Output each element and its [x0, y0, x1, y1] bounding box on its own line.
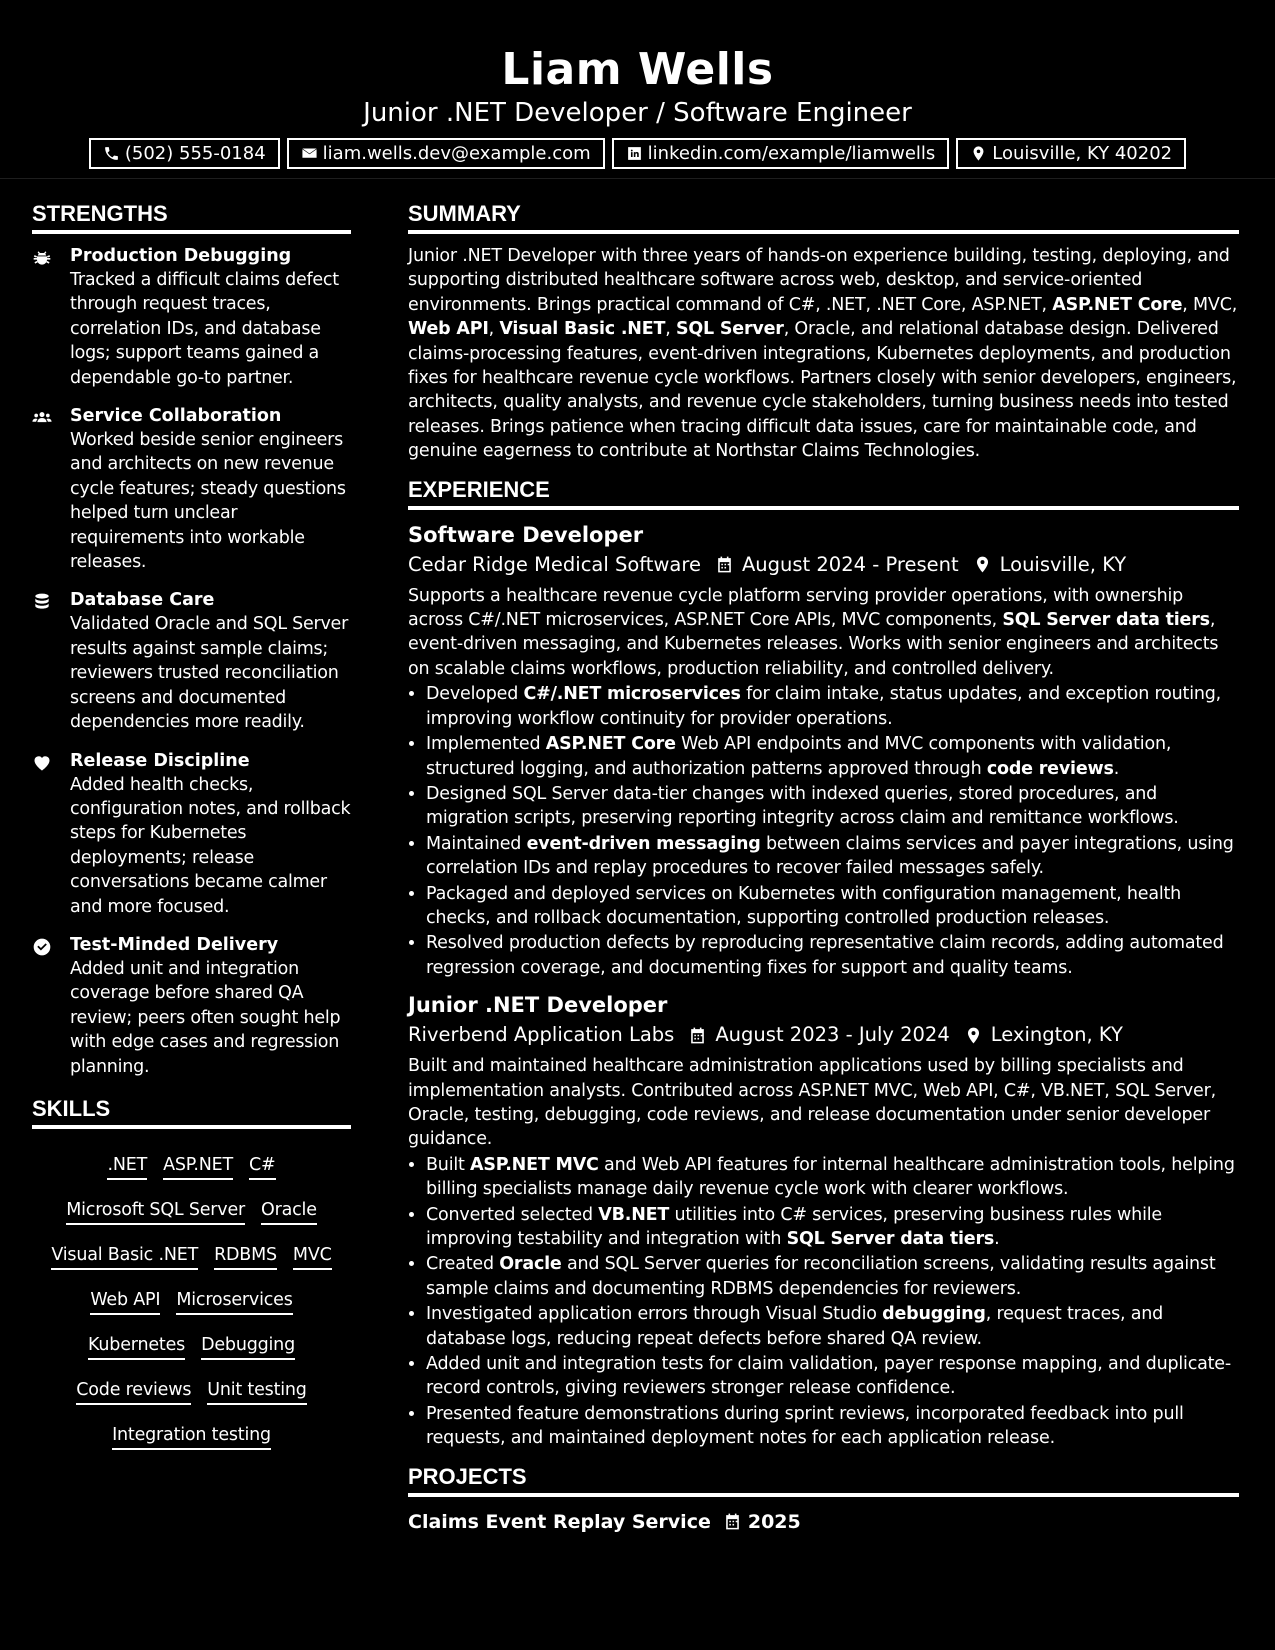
job-title: Junior .NET Developer [408, 993, 668, 1018]
strength-title: Test-Minded Delivery [70, 934, 279, 955]
strength-desc: Added unit and integration coverage before shared QA review; peers often sought help with edge cases and regression planning. [70, 958, 341, 1077]
skill-tag: Microservices [176, 1288, 292, 1315]
job-bullet: • Built ASP.NET MVC and Web API features for internal healthcare administration tools, helping billing specialists manage daily revenue cycle work with clearer workflows. [426, 1153, 1239, 1202]
job-location: Louisville, KY [999, 552, 1127, 576]
phone-text: (502) 555-0184 [124, 143, 266, 164]
emphasis-text: SQL Server data tiers [786, 1229, 995, 1249]
project-year: 2025 [747, 1510, 801, 1533]
strength-item [32, 749, 351, 919]
map-pin-icon [964, 1026, 983, 1045]
strengths-heading: STRENGTHS [32, 198, 351, 234]
strength-title: Service Collaboration [70, 406, 282, 427]
job-summary: Supports a healthcare revenue cycle platform serving provider operations, with ownership across C#/.NET microservices, ASP.NET Core APIs, MVC components, SQL Server data tiers, event-driven messaging, and Kubernetes releases. Works with senior engineers and architects on scalable claims workflows, production reliability, and controlled delivery. [408, 585, 1219, 679]
calendar-icon [715, 555, 734, 574]
skill-row [32, 1188, 351, 1233]
job-bullet: • Converted selected VB.NET utilities into C# services, preserving business rules while improving testability and integration with SQL Server data tiers. [426, 1203, 1239, 1252]
emphasis-text: ASP.NET MVC [470, 1154, 599, 1175]
location-contact [956, 138, 1186, 169]
skills-heading: SKILLS [32, 1093, 351, 1129]
users-icon [32, 408, 52, 428]
job-bullet: • Implemented ASP.NET Core Web API endpoints and MVC components with validation, structured logging, and authorization patterns approved through code reviews. [426, 732, 1239, 781]
emphasis-text: C#/.NET microservices [523, 684, 741, 705]
map-pin-icon [973, 555, 992, 574]
job-bullets [408, 1153, 1239, 1451]
emphasis-text: event-driven messaging [526, 833, 761, 854]
strength-item [32, 244, 351, 390]
job-bullet: • Investigated application errors through Visual Studio debugging, request traces, and database logs, reducing repeat defects before shared QA review. [426, 1302, 1239, 1351]
emphasis-text: ASP.NET Core [545, 734, 676, 755]
skill-tag: Integration testing [112, 1423, 271, 1450]
job-bullet: • Designed SQL Server data-tier changes with indexed queries, stored procedures, and migration scripts, preserving reporting integrity across claim and remittance workflows. [426, 782, 1239, 831]
candidate-name: Liam Wells [501, 44, 774, 95]
summary-heading: SUMMARY [408, 198, 1239, 234]
database-icon [32, 592, 52, 612]
skill-tag: Kubernetes [88, 1333, 185, 1360]
emphasis-text: SQL Server data tiers [1002, 610, 1210, 631]
email-contact[interactable] [287, 138, 605, 169]
emphasis-text: Visual Basic .NET [499, 319, 666, 340]
skill-row [32, 1368, 351, 1413]
emphasis-text: Oracle [499, 1254, 562, 1275]
calendar-icon [723, 1512, 742, 1531]
contact-bar [0, 138, 1275, 169]
company-name: Cedar Ridge Medical Software [408, 552, 701, 576]
linkedin-contact[interactable] [612, 138, 950, 169]
emphasis-text: code reviews [986, 758, 1114, 779]
job-bullet: • Created Oracle and SQL Server queries for reconciliation screens, validating results against sample claims and documenting RDBMS dependencies for reviewers. [426, 1252, 1239, 1301]
candidate-title: Junior .NET Developer / Software Engineer [363, 98, 912, 128]
job-bullet: • Developed C#/.NET microservices for claim intake, status updates, and exception routing, improving workflow continuity for provider operations. [426, 682, 1239, 731]
map-pin-icon [970, 145, 987, 162]
job-title: Software Developer [408, 522, 644, 547]
emphasis-text: ASP.NET Core [1052, 294, 1183, 315]
job-bullet: • Added unit and integration tests for claim validation, payer response mapping, and duplicate-record controls, giving reviewers stronger release confidence. [426, 1352, 1239, 1401]
left-column [32, 198, 351, 1458]
skill-tag: Code reviews [76, 1378, 191, 1405]
projects-heading: PROJECTS [408, 1461, 1239, 1497]
calendar-icon [688, 1026, 707, 1045]
strength-desc: Worked beside senior engineers and architects on new revenue cycle features; steady questions helped turn unclear requirements into workable releases. [70, 430, 346, 573]
experience-heading: EXPERIENCE [408, 474, 1239, 510]
company-name: Riverbend Application Labs [408, 1023, 675, 1047]
strength-desc: Tracked a difficult claims defect through request traces, correlation IDs, and database logs; support teams gained a dependable go-to partner. [70, 270, 339, 388]
job-location: Lexington, KY [990, 1023, 1123, 1047]
skill-tag: .NET [107, 1153, 147, 1180]
project-title: Claims Event Replay Service [408, 1510, 711, 1533]
bug-icon [32, 248, 52, 268]
heart-icon [32, 753, 52, 773]
job-summary: Built and maintained healthcare administration applications used by billing specialists and implementation analysts. Contributed across ASP.NET MVC, Web API, C#, VB.NET, SQL Server, Oracle, testing, debugging, code reviews, and release documentation under senior developer guidance. [408, 1056, 1216, 1150]
email-text: liam.wells.dev@example.com [322, 143, 591, 164]
job-bullet: • Packaged and deployed services on Kubernetes with configuration management, health checks, and rollback documentation, supporting controlled production releases. [426, 882, 1239, 931]
strength-item [32, 404, 351, 574]
right-column [408, 198, 1239, 1537]
strength-desc: Added health checks, configuration notes, and rollback steps for Kubernetes deployments; release conversations became calmer and more focused. [70, 774, 351, 917]
skill-tag: Microsoft SQL Server [66, 1198, 245, 1225]
skill-tag: MVC [293, 1243, 332, 1270]
skill-tag: Debugging [201, 1333, 295, 1360]
skill-tag: Oracle [261, 1198, 317, 1225]
job-bullet: • Resolved production defects by reproducing representative claim records, adding automated regression coverage, and documenting fixes for support and quality teams. [426, 931, 1239, 980]
envelope-icon [301, 145, 318, 162]
job-dates: August 2024 - Present [741, 552, 959, 576]
emphasis-text: Web API [408, 319, 489, 340]
skill-row [32, 1233, 351, 1278]
skill-row [32, 1278, 351, 1323]
strength-item [32, 588, 351, 734]
skill-tag: RDBMS [214, 1243, 277, 1270]
strength-item [32, 933, 351, 1079]
strength-title: Release Discipline [70, 750, 250, 771]
resume-header [0, 0, 1275, 179]
job-meta [408, 1020, 1239, 1050]
skill-row [32, 1413, 351, 1458]
strength-title: Production Debugging [70, 246, 292, 266]
job-dates: August 2023 - July 2024 [715, 1023, 950, 1047]
job-entry [408, 990, 1239, 1451]
emphasis-text: VB.NET [598, 1204, 670, 1225]
skills-list [32, 1139, 351, 1458]
check-circle-icon [32, 937, 52, 957]
job-meta [408, 550, 1239, 580]
skill-tag: ASP.NET [163, 1153, 233, 1180]
strength-desc: Validated Oracle and SQL Server results against sample claims; reviewers trusted reconciliation screens and documented dependencies more readily. [70, 614, 349, 733]
job-bullets [408, 682, 1239, 980]
job-bullet: • Maintained event-driven messaging between claims services and payer integrations, using correlation IDs and replay procedures to recover failed messages safely. [426, 832, 1239, 881]
job-entry [408, 520, 1239, 981]
skill-tag: C# [249, 1153, 275, 1180]
linkedin-text: linkedin.com/example/liamwells [647, 143, 936, 164]
skill-row [32, 1323, 351, 1368]
emphasis-text: debugging [882, 1304, 986, 1325]
skill-tag: Visual Basic .NET [51, 1243, 198, 1270]
summary-text: Junior .NET Developer with three years of hands-on experience building, testing, deploying, and supporting distributed healthcare software across web, desktop, and service-oriented environments. Brings practical command of C#, .NET, .NET Core, ASP.NET, ASP.NET Core, MVC, Web API, Visual Basic .NET, SQL Server, Oracle, and relational database design. Delivered claims-processing features, event-driven integrations, Kubernetes deployments, and production fixes for healthcare revenue cycle workflows. Partners closely with senior developers, engineers, architects, quality analysts, and revenue cycle stakeholders, turning business needs into tested releases. Brings patience when tracing difficult data issues, care for maintainable code, and genuine eagerness to contribute at Northstar Claims Technologies. [408, 246, 1238, 462]
phone-icon [103, 145, 120, 162]
phone-contact[interactable] [89, 138, 280, 169]
emphasis-text: SQL Server [675, 319, 784, 340]
location-text: Louisville, KY 40202 [992, 143, 1173, 164]
skill-row [32, 1143, 351, 1188]
project-entry [408, 1507, 1239, 1537]
strength-title: Database Care [70, 590, 215, 611]
linkedin-icon [626, 145, 643, 162]
job-bullet: • Presented feature demonstrations during sprint reviews, incorporated feedback into pull requests, and maintained deployment notes for each application release. [426, 1402, 1239, 1451]
skill-tag: Web API [90, 1288, 160, 1315]
skill-tag: Unit testing [207, 1378, 306, 1405]
